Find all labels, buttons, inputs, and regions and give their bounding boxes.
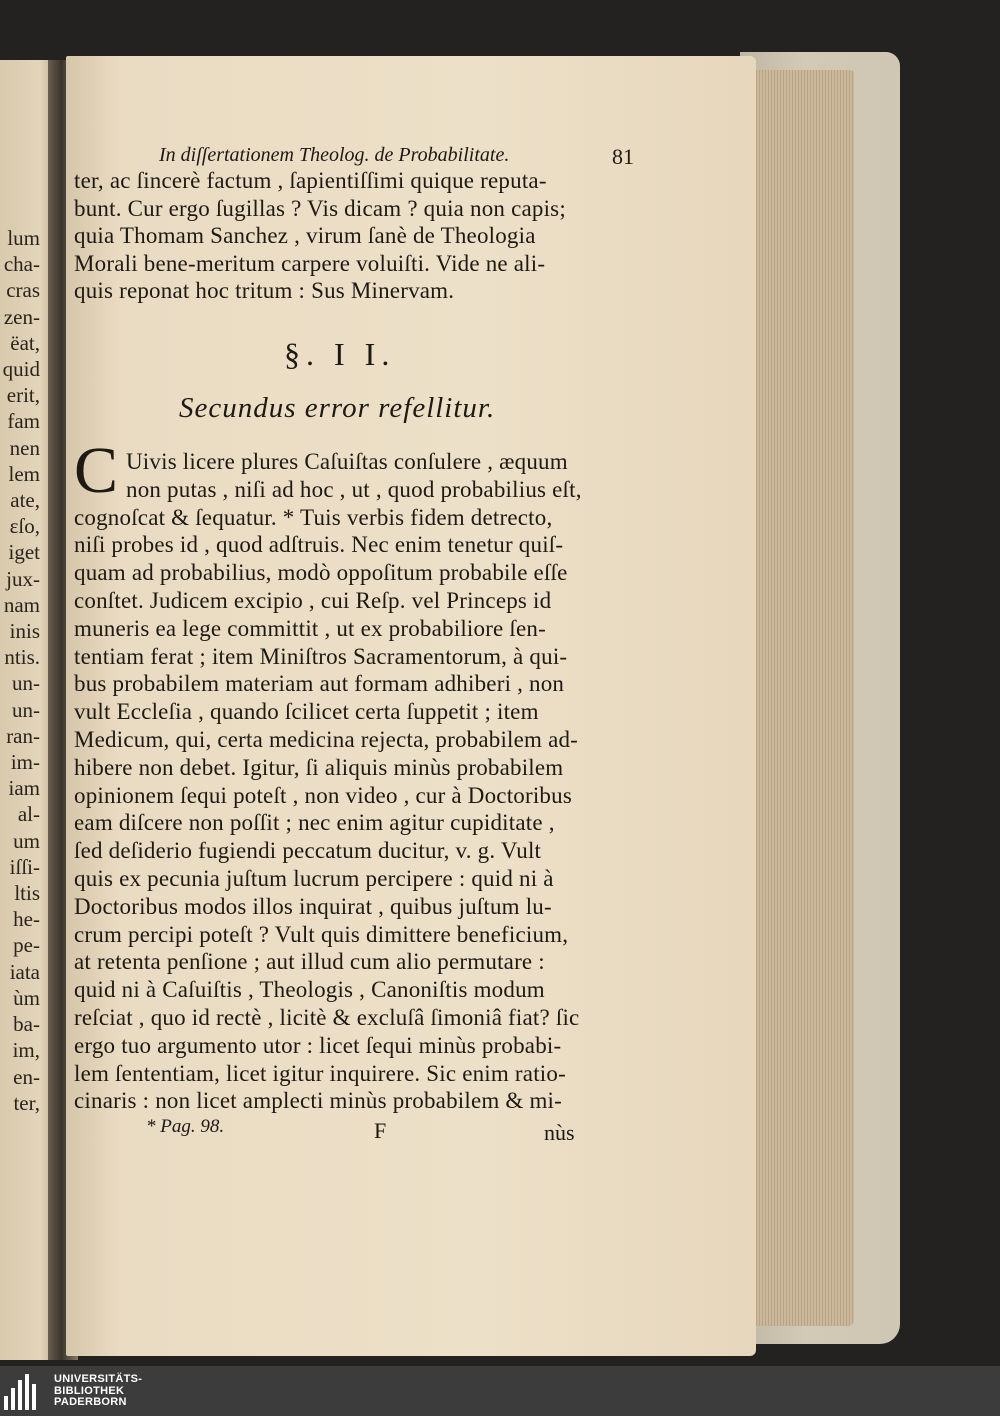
left-page-fragment: lem bbox=[8, 461, 40, 486]
left-page-fragment: zen- bbox=[3, 304, 40, 329]
left-page-fragment: um bbox=[13, 828, 40, 853]
left-page-fragment: im, bbox=[12, 1038, 40, 1063]
left-page-fragment: un- bbox=[12, 697, 40, 722]
left-page-fragment: un- bbox=[12, 671, 40, 696]
left-page-fragment: cras bbox=[6, 278, 40, 303]
page-block-edges bbox=[752, 70, 854, 1326]
left-page-fragment: en- bbox=[13, 1064, 40, 1089]
text-line: ter, ac ſincerè factum , ſapientiſſimi quique reputa- bbox=[74, 168, 547, 193]
text-line: Medicum, qui, certa medicina rejecta, probabilem ad- bbox=[74, 727, 579, 752]
text-line: cinaris : non licet amplecti minùs probabilem & mi- bbox=[74, 1088, 562, 1114]
left-page-text-fragments bbox=[0, 225, 40, 1116]
left-page-fragment: jux- bbox=[6, 566, 40, 591]
text-line: non putas , niſi ad hoc , ut , quod probabilius eſt, bbox=[126, 476, 582, 502]
page-number: 81 bbox=[612, 144, 634, 169]
text-line: bus probabilem materiam aut formam adhiberi , non bbox=[74, 671, 565, 697]
left-page-fragment: nen bbox=[9, 435, 40, 460]
text-line: Doctoribus modos illos inquirat , quibus juſtum lu- bbox=[74, 893, 552, 919]
left-page-fragment: iget bbox=[8, 540, 40, 565]
signature-mark: F bbox=[374, 1118, 387, 1143]
text-line: niſi probes id , quod adſtruis. Nec enim tenetur quiſ- bbox=[74, 532, 564, 558]
left-page-fragment: he- bbox=[13, 907, 40, 932]
left-page-fragment: pe- bbox=[13, 933, 40, 958]
left-page-fragment: ate, bbox=[10, 488, 40, 513]
right-page bbox=[66, 56, 756, 1356]
drop-capital: C bbox=[74, 434, 119, 507]
catchword: nùs bbox=[544, 1120, 575, 1145]
left-page-fragment: ùm bbox=[13, 985, 40, 1010]
left-page-fragment: iam bbox=[8, 776, 40, 801]
text-line: muneris ea lege committit , ut ex probabiliore ſen- bbox=[74, 615, 546, 641]
left-page-fragment: ran- bbox=[6, 723, 40, 748]
text-line: opinionem ſequi poteſt , non video , cur à Doctoribus bbox=[74, 782, 572, 808]
left-page-fragment: ltis bbox=[14, 881, 40, 906]
left-page-fragment: lum bbox=[7, 226, 40, 250]
text-line: cognoſcat & ſequatur. * Tuis verbis fidem detrecto, bbox=[74, 504, 553, 530]
library-logo-text[interactable] bbox=[54, 1374, 142, 1409]
text-line: quis ex pecunia juſtum lucrum percipere : quid ni à bbox=[74, 866, 554, 891]
text-line: lem ſententiam, licet igitur inquirere. Sic enim ratio- bbox=[74, 1060, 566, 1086]
left-page-fragment: quid bbox=[2, 357, 40, 382]
text-line: quid ni à Caſuiſtis , Theologis , Canoniſtis modum bbox=[74, 977, 545, 1003]
text-line: conſtet. Judicem excipio , cui Reſp. vel Princeps id bbox=[74, 588, 552, 613]
left-page-fragment: iata bbox=[9, 959, 40, 984]
text-line: quia Thomam Sanchez , virum ſanè de Theologia bbox=[74, 223, 536, 248]
text-line: at retenta penſione ; aut illud cum alio permutare : bbox=[74, 949, 545, 975]
text-line: vult Eccleſia , quando ſcilicet certa ſuppetit ; item bbox=[74, 699, 539, 725]
left-page-fragment: ba- bbox=[13, 1012, 40, 1037]
text-line: reſciat , quo id rectè , licitè & excluſâ ſimoniâ fiat? ſic bbox=[74, 1005, 580, 1030]
left-page-fragment: ntis. bbox=[4, 645, 40, 670]
text-line: crum percipi poteſt ? Vult quis dimittere beneficium, bbox=[74, 921, 569, 947]
left-page-fragment: cha- bbox=[3, 252, 40, 277]
footer-bar bbox=[0, 1366, 1000, 1416]
left-page-fragment: erit, bbox=[6, 383, 40, 408]
left-page-fragment: iſſi- bbox=[9, 854, 40, 879]
library-logo-icon[interactable] bbox=[4, 1374, 40, 1410]
footnote: * Pag. 98. bbox=[146, 1116, 225, 1137]
logo-line-2: BIBLIOTHEK bbox=[54, 1384, 125, 1397]
left-page-fragment: ter, bbox=[13, 1090, 40, 1115]
left-page-fragment: ëat, bbox=[10, 330, 40, 355]
text-line: bunt. Cur ergo ſugillas ? Vis dicam ? quia non capis; bbox=[74, 195, 566, 221]
section-number: §. I I. bbox=[284, 336, 396, 372]
left-page-fragment: ɛſo, bbox=[9, 514, 40, 539]
left-page-fragment: nam bbox=[3, 592, 40, 617]
text-line: eam diſcere non poſſit ; nec enim agitur cupiditate , bbox=[74, 810, 555, 836]
text-line: Morali bene-meritum carpere voluiſti. Vide ne ali- bbox=[74, 250, 546, 276]
left-page-fragment: al- bbox=[17, 802, 40, 827]
running-head: In diſſertationem Theolog. de Probabilitate. bbox=[159, 144, 510, 166]
left-page-fragment: im- bbox=[10, 750, 40, 775]
text-line: quis reponat hoc tritum : Sus Minervam. bbox=[74, 278, 455, 303]
text-line: quam ad probabilius, modò oppoſitum probabile eſſe bbox=[74, 560, 568, 586]
text-line: tentiam ferat ; item Miniſtros Sacramentorum, à qui- bbox=[74, 643, 568, 669]
left-page-fragment: inis bbox=[9, 619, 40, 644]
logo-line-3: PADERBORN bbox=[54, 1396, 127, 1408]
text-line: ſed deſiderio fugiendi peccatum ducitur, v. g. Vult bbox=[74, 838, 542, 864]
left-page-fragment: fam bbox=[7, 409, 40, 434]
text-line: hibere non debet. Igitur, ſi aliquis minùs probabilem bbox=[74, 754, 564, 780]
logo-line-1: UNIVERSITÄTS- bbox=[54, 1373, 143, 1385]
text-line: Uivis licere plures Caſuiſtas conſulere , æquum bbox=[126, 449, 568, 474]
text-line: ergo tuo argumento utor : licet ſequi minùs probabi- bbox=[74, 1032, 562, 1058]
section-title: Secundus error refellitur. bbox=[179, 392, 496, 424]
